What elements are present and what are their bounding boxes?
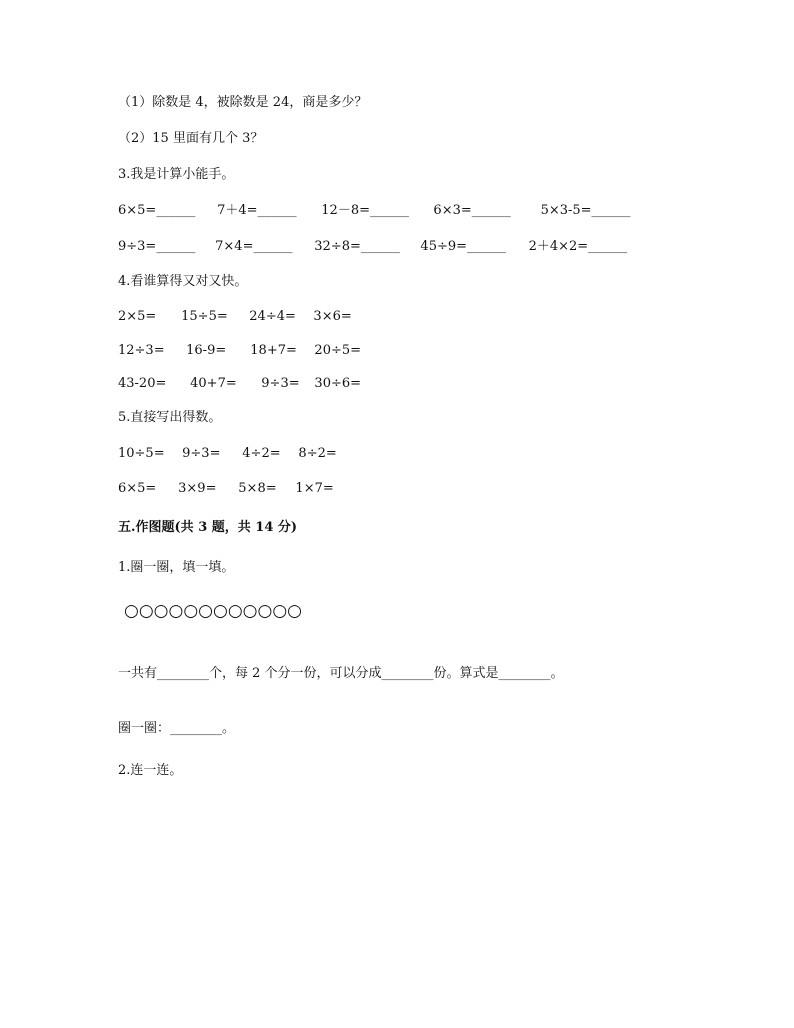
calc-item: 8÷2=: [298, 446, 337, 461]
question-5-title: 5.直接写出得数。: [118, 410, 222, 425]
calc-item: 20÷5=: [314, 343, 362, 358]
drawing-question-1-circle-answer: 圈一圈：________。: [118, 721, 236, 736]
calc-item: 4÷2=: [242, 446, 281, 461]
calc-item: 9÷3=______: [118, 239, 196, 254]
calc-item: 18+7=: [250, 343, 297, 358]
calc-item: 12－8=______: [321, 203, 409, 218]
question-3-row-2: [118, 237, 627, 257]
calc-item: 40+7=: [190, 376, 237, 391]
question-3-title: 3.我是计算小能手。: [118, 167, 235, 182]
calc-item: 30÷6=: [314, 376, 362, 391]
calc-item: 3×9=: [178, 481, 217, 496]
calc-item: 45÷9=______: [420, 239, 507, 254]
section-5-title: 五.作图题(共 3 题，共 14 分): [118, 520, 298, 535]
calc-item: 2＋4×2=______: [528, 239, 628, 254]
calc-item: 6×5=: [118, 481, 157, 496]
question-4-row-3: [118, 374, 361, 394]
calc-item: 12÷3=: [118, 343, 165, 358]
calc-item: 1×7=: [295, 481, 334, 496]
calc-item: 9÷3=: [182, 446, 221, 461]
calc-item: 5×3-5=______: [540, 203, 631, 218]
calc-item: 32÷8=______: [314, 239, 400, 254]
drawing-question-1-fill: 一共有________个，每 2 个分一份，可以分成________份。算式是________。: [118, 666, 564, 681]
question-4-row-2: [118, 341, 361, 361]
question-5-row-2: [118, 479, 334, 499]
question-4-title: 4.看谁算得又对又快。: [118, 274, 248, 289]
calc-item: 7＋4=______: [217, 203, 297, 218]
calc-item: 6×3=______: [433, 203, 511, 218]
question-5-row-1: [118, 444, 337, 464]
question-4-row-1: [118, 307, 352, 327]
question-3-row-1: [118, 201, 631, 221]
calc-item: 43-20=: [118, 376, 167, 391]
calc-item: 9÷3=: [261, 376, 300, 391]
drawing-question-2-title: 2.连一连。: [118, 763, 183, 778]
calc-item: 2×5=: [118, 309, 157, 324]
calc-item: 3×6=: [313, 309, 352, 324]
drawing-question-1-title: 1.圈一圈，填一填。: [118, 560, 235, 575]
calc-item: 24÷4=: [249, 309, 296, 324]
question-1-part-1: （1）除数是 4，被除数是 24，商是多少？: [118, 95, 368, 110]
calc-item: 15÷5=: [181, 309, 228, 324]
calc-item: 6×5=______: [118, 203, 196, 218]
circles-row: ○○○○○○○○○○○○: [124, 601, 303, 621]
calc-item: 10÷5=: [118, 446, 165, 461]
calc-item: 5×8=: [238, 481, 277, 496]
question-1-part-2: （2）15 里面有几个 3？: [118, 131, 264, 146]
calc-item: 7×4=______: [215, 239, 293, 254]
calc-item: 16-9=: [186, 343, 227, 358]
